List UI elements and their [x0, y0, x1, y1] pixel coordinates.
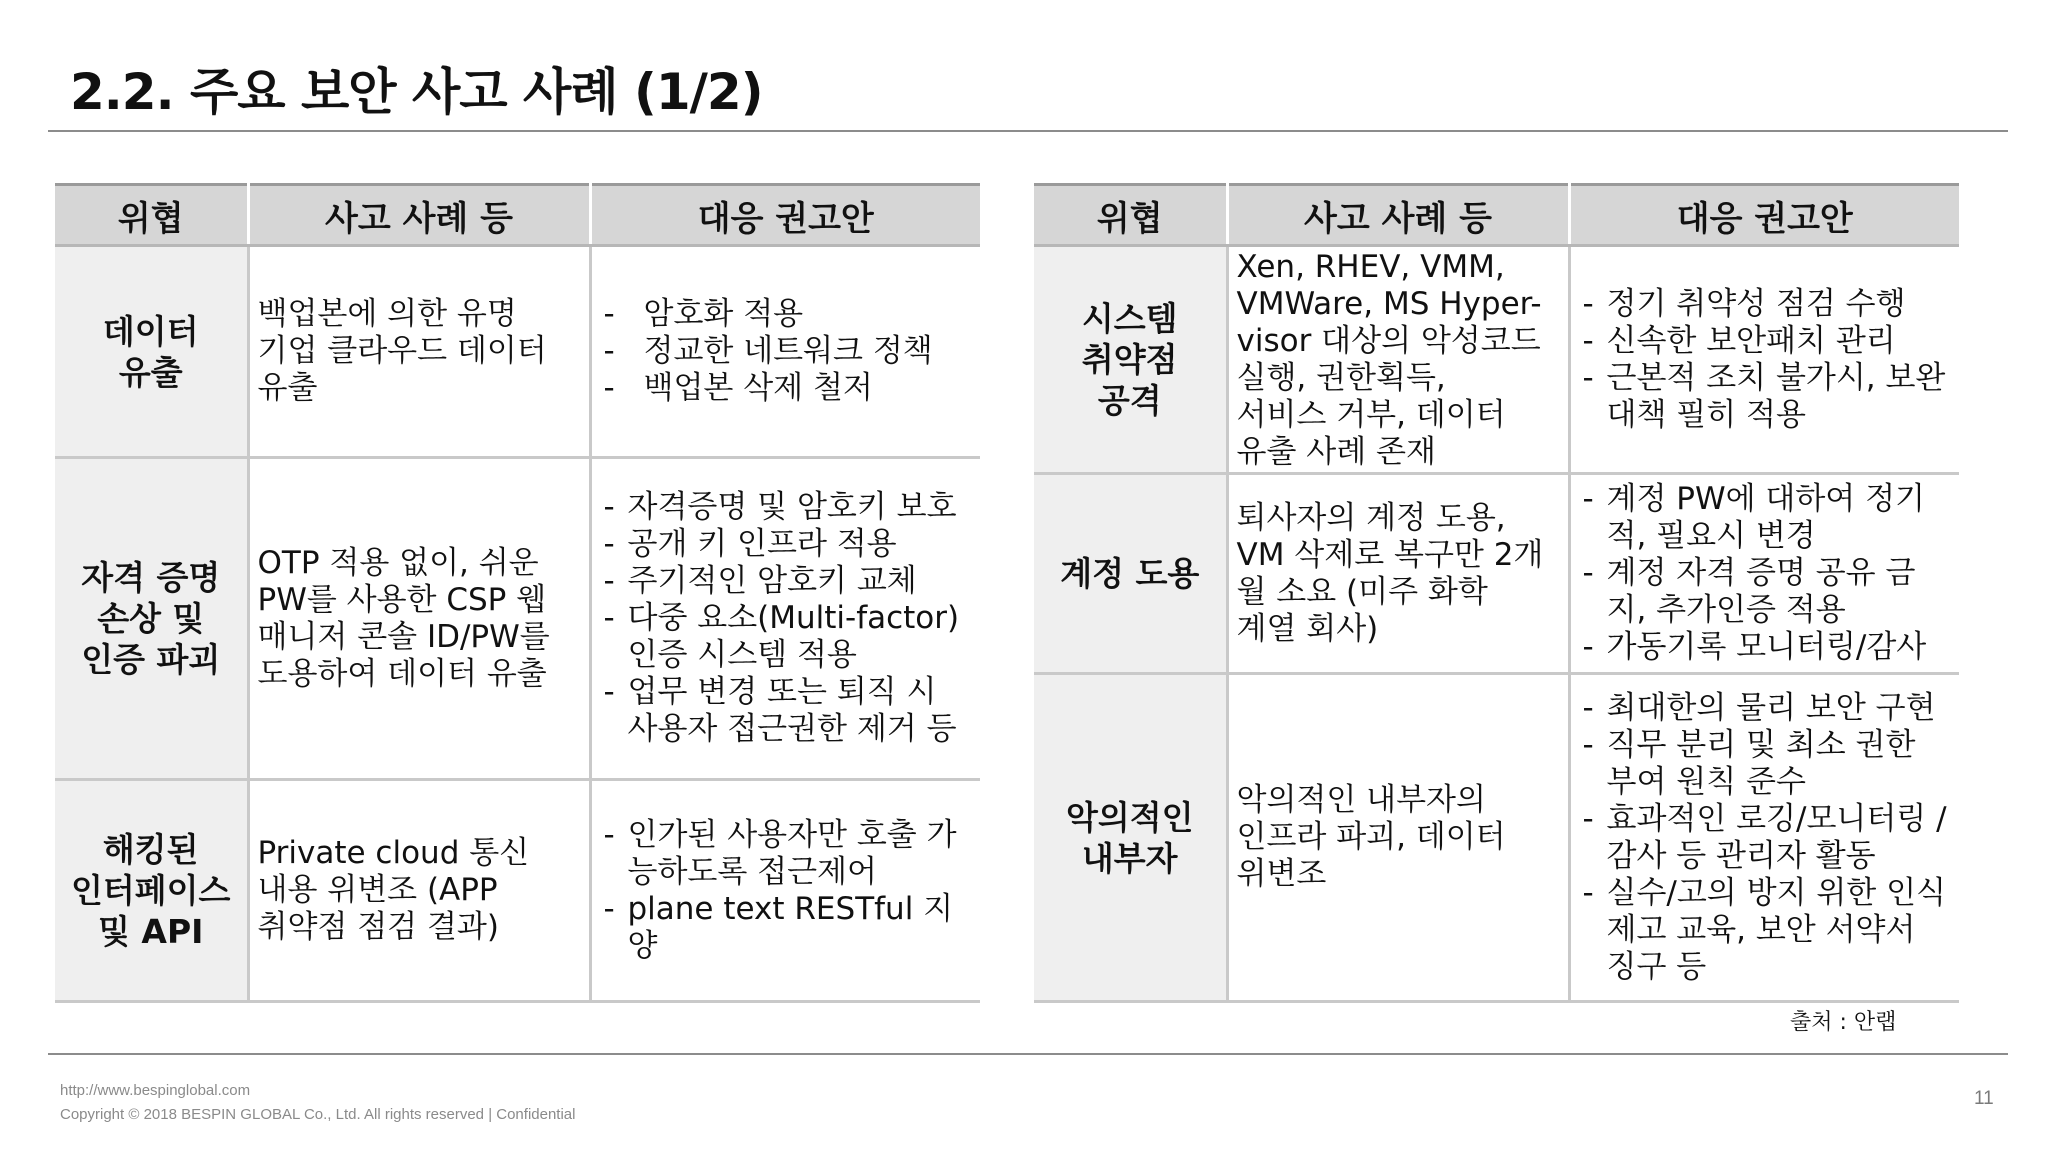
recommendation-item: - 계정 자격 증명 공유 금지, 추가인증 적용 [1579, 555, 1952, 629]
recommendation-item: - 실수/고의 방지 위한 인식제고 교육, 보안 서약서 징구 등 [1579, 875, 1952, 986]
footer-divider [48, 1053, 2008, 1055]
recommendation-list [600, 296, 973, 407]
recommendation-list [1579, 481, 1952, 666]
recommendation-item: - 자격증명 및 암호키 보호 [600, 489, 973, 526]
title-divider [48, 130, 2008, 132]
threat-category: 해킹된 인터페이스 및 API [55, 780, 248, 1002]
recommendation-item: - 계정 PW에 대하여 정기적, 필요시 변경 [1579, 481, 1952, 555]
table-row [1034, 246, 1959, 474]
threat-category: 데이터 유출 [55, 246, 248, 458]
incident-case: 백업본에 의한 유명 기업 클라우드 데이터 유출 [248, 246, 590, 458]
threat-category: 계정 도용 [1034, 474, 1227, 674]
threat-category: 시스템 취약점 공격 [1034, 246, 1227, 474]
recommendation-item: - 다중 요소(Multi-factor) 인증 시스템 적용 [600, 600, 973, 674]
page-title: 2.2. 주요 보안 사고 사례 (1/2) [70, 63, 763, 121]
recommendation-item: - 최대한의 물리 보안 구현 [1579, 690, 1952, 727]
recommendation-item: - 효과적인 로깅/모니터링 /감사 등 관리자 활동 [1579, 801, 1952, 875]
recommendation-cell [590, 246, 980, 458]
recommendation-item: - 암호화 적용 [600, 296, 973, 333]
recommendation-item: - 백업본 삭제 철저 [600, 370, 973, 407]
header-threat: 위협 [1034, 185, 1227, 246]
recommendation-item: - 정교한 네트워크 정책 [600, 333, 973, 370]
incident-case: Xen, RHEV, VMM, VMWare, MS Hyper- visor 대상의 악성코드 실행, 권한획득, 서비스 거부, 데이터 유출 사례 존재 [1227, 246, 1569, 474]
recommendation-item: - 신속한 보안패치 관리 [1579, 323, 1952, 360]
table-header-row [1034, 185, 1959, 246]
recommendation-item: - 공개 키 인프라 적용 [600, 526, 973, 563]
recommendation-cell [590, 780, 980, 1002]
threat-table-left [55, 183, 980, 1003]
table-row [55, 780, 980, 1002]
incident-case: 악의적인 내부자의 인프라 파괴, 데이터 위변조 [1227, 674, 1569, 1002]
header-recommendation: 대응 권고안 [1569, 185, 1959, 246]
page-number: 11 [1974, 1088, 1994, 1109]
recommendation-list [1579, 690, 1952, 986]
recommendation-item: - 가동기록 모니터링/감사 [1579, 629, 1952, 666]
recommendation-list [600, 817, 973, 965]
footer-url[interactable]: http://www.bespinglobal.com [60, 1082, 251, 1099]
recommendation-item: - 인가된 사용자만 호출 가능하도록 접근제어 [600, 817, 973, 891]
table-row [55, 246, 980, 458]
recommendation-list [1579, 286, 1952, 434]
recommendation-item: - 직무 분리 및 최소 권한 부여 원칙 준수 [1579, 727, 1952, 801]
recommendation-cell [1569, 674, 1959, 1002]
recommendation-cell [590, 458, 980, 780]
table-row [55, 458, 980, 780]
recommendation-list [600, 489, 973, 748]
footer-copyright: Copyright © 2018 BESPIN GLOBAL Co., Ltd. All rights reserved | Confidential [60, 1106, 576, 1123]
recommendation-item: - 정기 취약성 점검 수행 [1579, 286, 1952, 323]
header-recommendation: 대응 권고안 [590, 185, 980, 246]
source-note: 출처 : 안랩 [1790, 1010, 1897, 1035]
incident-case: Private cloud 통신 내용 위변조 (APP 취약점 점검 결과) [248, 780, 590, 1002]
recommendation-cell [1569, 474, 1959, 674]
incident-case: 퇴사자의 계정 도용, VM 삭제로 복구만 2개 월 소요 (미주 화학 계열 회사) [1227, 474, 1569, 674]
recommendation-item: - plane text RESTful 지양 [600, 891, 973, 965]
header-case: 사고 사례 등 [248, 185, 590, 246]
threat-category: 자격 증명 손상 및 인증 파괴 [55, 458, 248, 780]
recommendation-item: - 업무 변경 또는 퇴직 시 사용자 접근권한 제거 등 [600, 674, 973, 748]
recommendation-cell [1569, 246, 1959, 474]
threat-table-right [1034, 183, 1959, 1003]
table-row [1034, 474, 1959, 674]
header-threat: 위협 [55, 185, 248, 246]
recommendation-item: - 근본적 조치 불가시, 보완대책 필히 적용 [1579, 360, 1952, 434]
table-header-row [55, 185, 980, 246]
incident-case: OTP 적용 없이, 쉬운 PW를 사용한 CSP 웹 매니저 콘솔 ID/PW를 도용하여 데이터 유출 [248, 458, 590, 780]
recommendation-item: - 주기적인 암호키 교체 [600, 563, 973, 600]
header-case: 사고 사례 등 [1227, 185, 1569, 246]
threat-category: 악의적인 내부자 [1034, 674, 1227, 1002]
table-row [1034, 674, 1959, 1002]
